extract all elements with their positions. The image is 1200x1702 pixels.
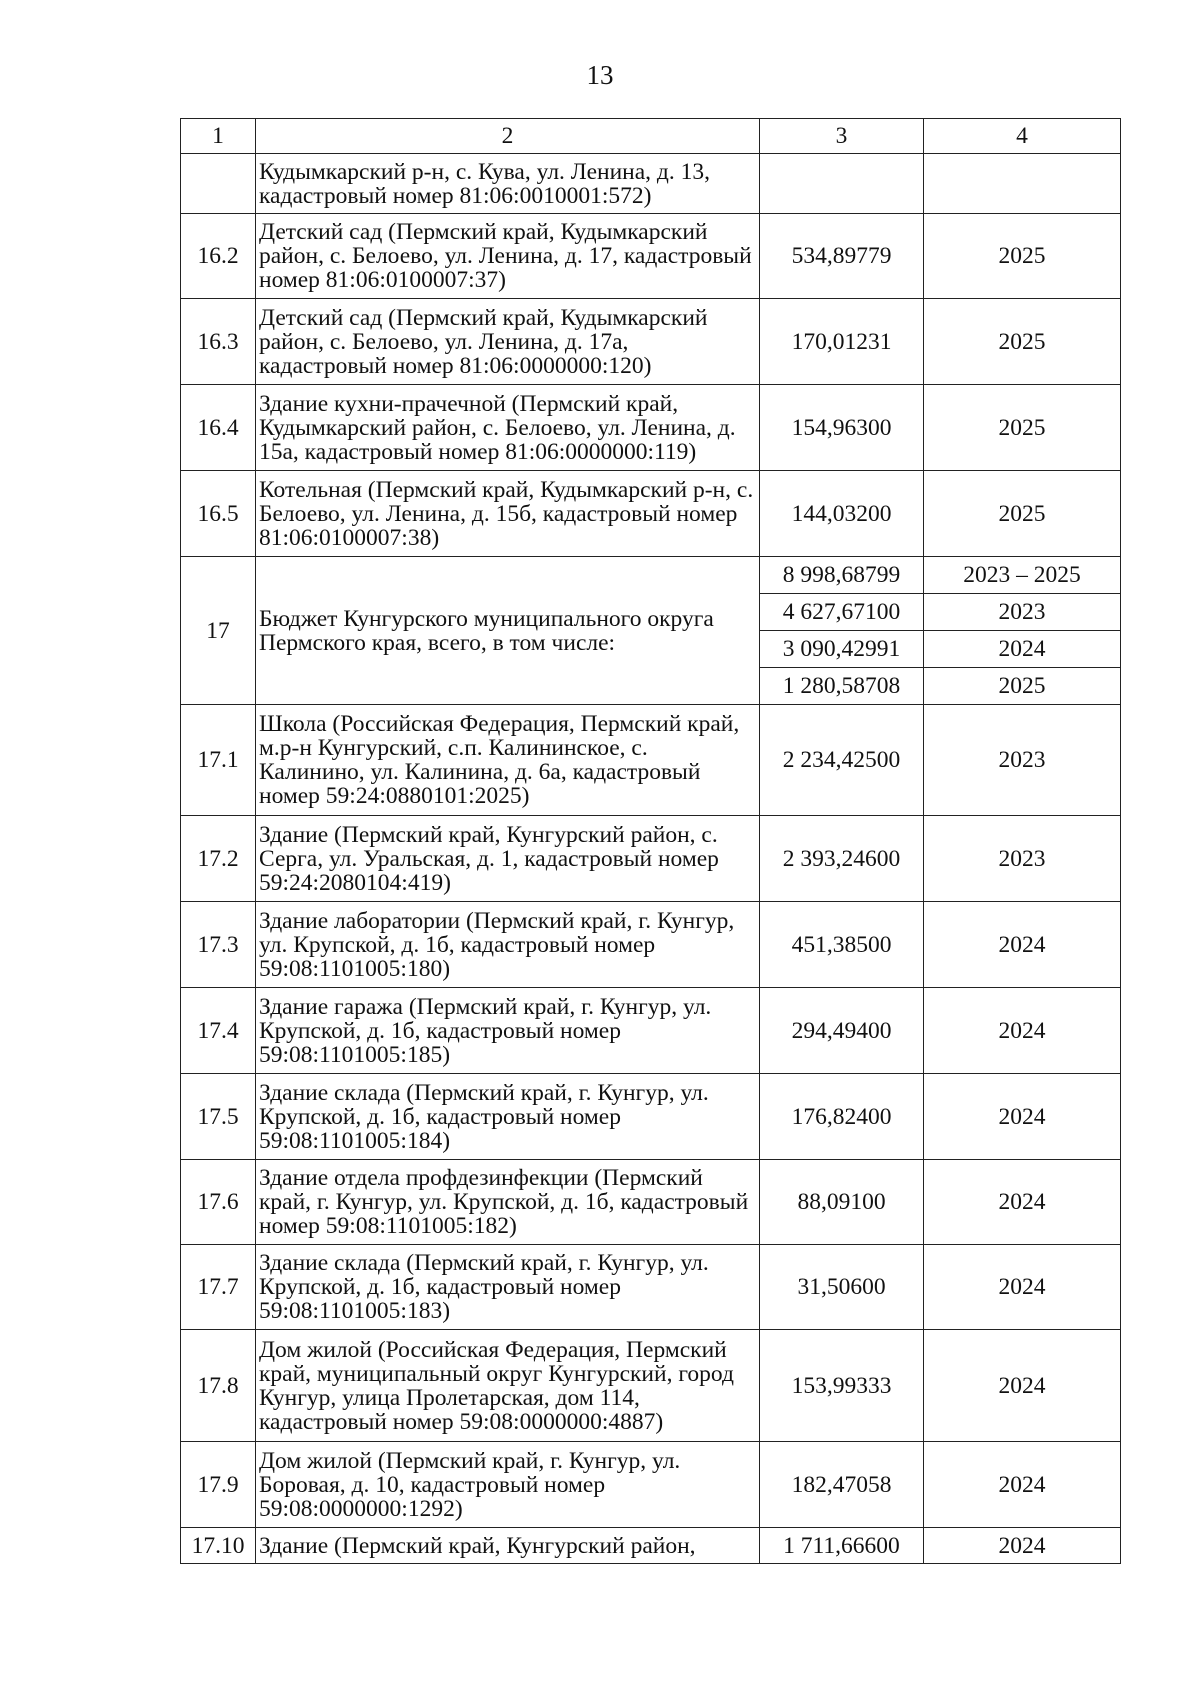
amount-cell: 88,09100 [760,1160,924,1245]
table-row [181,1074,1121,1160]
row-number: 17.8 [181,1330,256,1442]
amount-cell: 294,49400 [760,988,924,1074]
table-row [181,705,1121,816]
year-cell: 2024 [924,631,1121,668]
year-cell: 2025 [924,385,1121,471]
amount-cell: 176,82400 [760,1074,924,1160]
row-number: 16.2 [181,214,256,299]
year-cell: 2024 [924,1330,1121,1442]
amount-cell: 3 090,42991 [760,631,924,668]
table-row [181,988,1121,1074]
allocation-table [180,118,1121,1564]
year-cell: 2024 [924,902,1121,988]
table-row [181,299,1121,385]
table-row [181,902,1121,988]
table-row [181,1245,1121,1330]
row-number: 16.5 [181,471,256,557]
object-description: Здание склада (Пермский край, г. Кунгур, ул. Крупской, д. 1б, кадастровый номер 59:08:1101005:183) [256,1245,760,1330]
amount-cell: 1 280,58708 [760,668,924,705]
object-description: Здание кухни-прачечной (Пермский край, Кудымкарский район, с. Белоево, ул. Ленина, д. 15а, кадастровый номер 81:06:0000000:119) [256,385,760,471]
row-number: 17.7 [181,1245,256,1330]
year-cell: 2023 – 2025 [924,557,1121,594]
object-description: Здание лаборатории (Пермский край, г. Кунгур, ул. Крупской, д. 1б, кадастровый номер 59:08:1101005:180) [256,902,760,988]
row-number [181,154,256,214]
amount-cell: 4 627,67100 [760,594,924,631]
row-number: 16.4 [181,385,256,471]
object-description: Школа (Российская Федерация, Пермский край, м.р-н Кунгурский, с.п. Калининское, с. Калинино, ул. Калинина, д. 6а, кадастровый номер 59:24:0880101:2025) [256,705,760,816]
year-cell: 2024 [924,988,1121,1074]
object-description: Кудымкарский р-н, с. Кува, ул. Ленина, д. 13, кадастровый номер 81:06:0010001:572) [256,154,760,214]
table-row [181,1160,1121,1245]
table-row [181,471,1121,557]
amount-cell [760,154,924,214]
year-cell: 2024 [924,1074,1121,1160]
header-col-3: 3 [760,119,924,154]
year-cell: 2023 [924,594,1121,631]
year-cell: 2023 [924,816,1121,902]
object-description: Здание склада (Пермский край, г. Кунгур, ул. Крупской, д. 1б, кадастровый номер 59:08:1101005:184) [256,1074,760,1160]
object-description: Котельная (Пермский край, Кудымкарский р-н, с. Белоево, ул. Ленина, д. 15б, кадастровый номер 81:06:0100007:38) [256,471,760,557]
row-number: 17.9 [181,1442,256,1528]
table-header-row [181,119,1121,154]
amount-cell: 182,47058 [760,1442,924,1528]
object-description: Дом жилой (Пермский край, г. Кунгур, ул. Боровая, д. 10, кадастровый номер 59:08:0000000:1292) [256,1442,760,1528]
object-description: Здание отдела профдезинфекции (Пермский край, г. Кунгур, ул. Крупской, д. 1б, кадастровый номер 59:08:1101005:182) [256,1160,760,1245]
row-number: 16.3 [181,299,256,385]
budget-total-row [181,557,1121,594]
year-cell: 2024 [924,1528,1121,1564]
row-number: 17 [181,557,256,705]
object-description: Здание (Пермский край, Кунгурский район, с. Серга, ул. Уральская, д. 1, кадастровый номер 59:24:2080104:419) [256,816,760,902]
table-row [181,385,1121,471]
year-cell: 2024 [924,1442,1121,1528]
row-number: 17.10 [181,1528,256,1564]
object-description: Детский сад (Пермский край, Кудымкарский район, с. Белоево, ул. Ленина, д. 17, кадастровый номер 81:06:0100007:37) [256,214,760,299]
table-row [181,1528,1121,1564]
amount-cell: 170,01231 [760,299,924,385]
year-cell: 2025 [924,668,1121,705]
amount-cell: 31,50600 [760,1245,924,1330]
object-description: Детский сад (Пермский край, Кудымкарский район, с. Белоево, ул. Ленина, д. 17а, кадастровый номер 81:06:0000000:120) [256,299,760,385]
amount-cell: 153,99333 [760,1330,924,1442]
row-number: 17.3 [181,902,256,988]
year-cell: 2025 [924,299,1121,385]
table-row [181,214,1121,299]
header-col-4: 4 [924,119,1121,154]
table-row [181,816,1121,902]
year-cell: 2024 [924,1245,1121,1330]
row-number: 17.5 [181,1074,256,1160]
budget-description: Бюджет Кунгурского муниципального округа Пермского края, всего, в том числе: [256,557,760,705]
table-row [181,1442,1121,1528]
row-number: 17.6 [181,1160,256,1245]
amount-cell: 451,38500 [760,902,924,988]
row-number: 17.4 [181,988,256,1074]
object-description: Здание (Пермский край, Кунгурский район, [256,1528,760,1564]
table-row [181,154,1121,214]
year-cell: 2023 [924,705,1121,816]
header-col-2: 2 [256,119,760,154]
row-number: 17.2 [181,816,256,902]
row-number: 17.1 [181,705,256,816]
amount-cell: 2 393,24600 [760,816,924,902]
page-number: 13 [586,60,614,90]
amount-cell: 1 711,66600 [760,1528,924,1564]
year-cell: 2024 [924,1160,1121,1245]
amount-cell: 154,96300 [760,385,924,471]
amount-cell: 8 998,68799 [760,557,924,594]
amount-cell: 144,03200 [760,471,924,557]
amount-cell: 534,89779 [760,214,924,299]
table-row [181,1330,1121,1442]
amount-cell: 2 234,42500 [760,705,924,816]
header-col-1: 1 [181,119,256,154]
year-cell: 2025 [924,214,1121,299]
year-cell: 2025 [924,471,1121,557]
object-description: Дом жилой (Российская Федерация, Пермский край, муниципальный округ Кунгурский, город Кунгур, улица Пролетарская, дом 114, кадастровый номер 59:08:0000000:4887) [256,1330,760,1442]
year-cell [924,154,1121,214]
object-description: Здание гаража (Пермский край, г. Кунгур, ул. Крупской, д. 1б, кадастровый номер 59:08:1101005:185) [256,988,760,1074]
